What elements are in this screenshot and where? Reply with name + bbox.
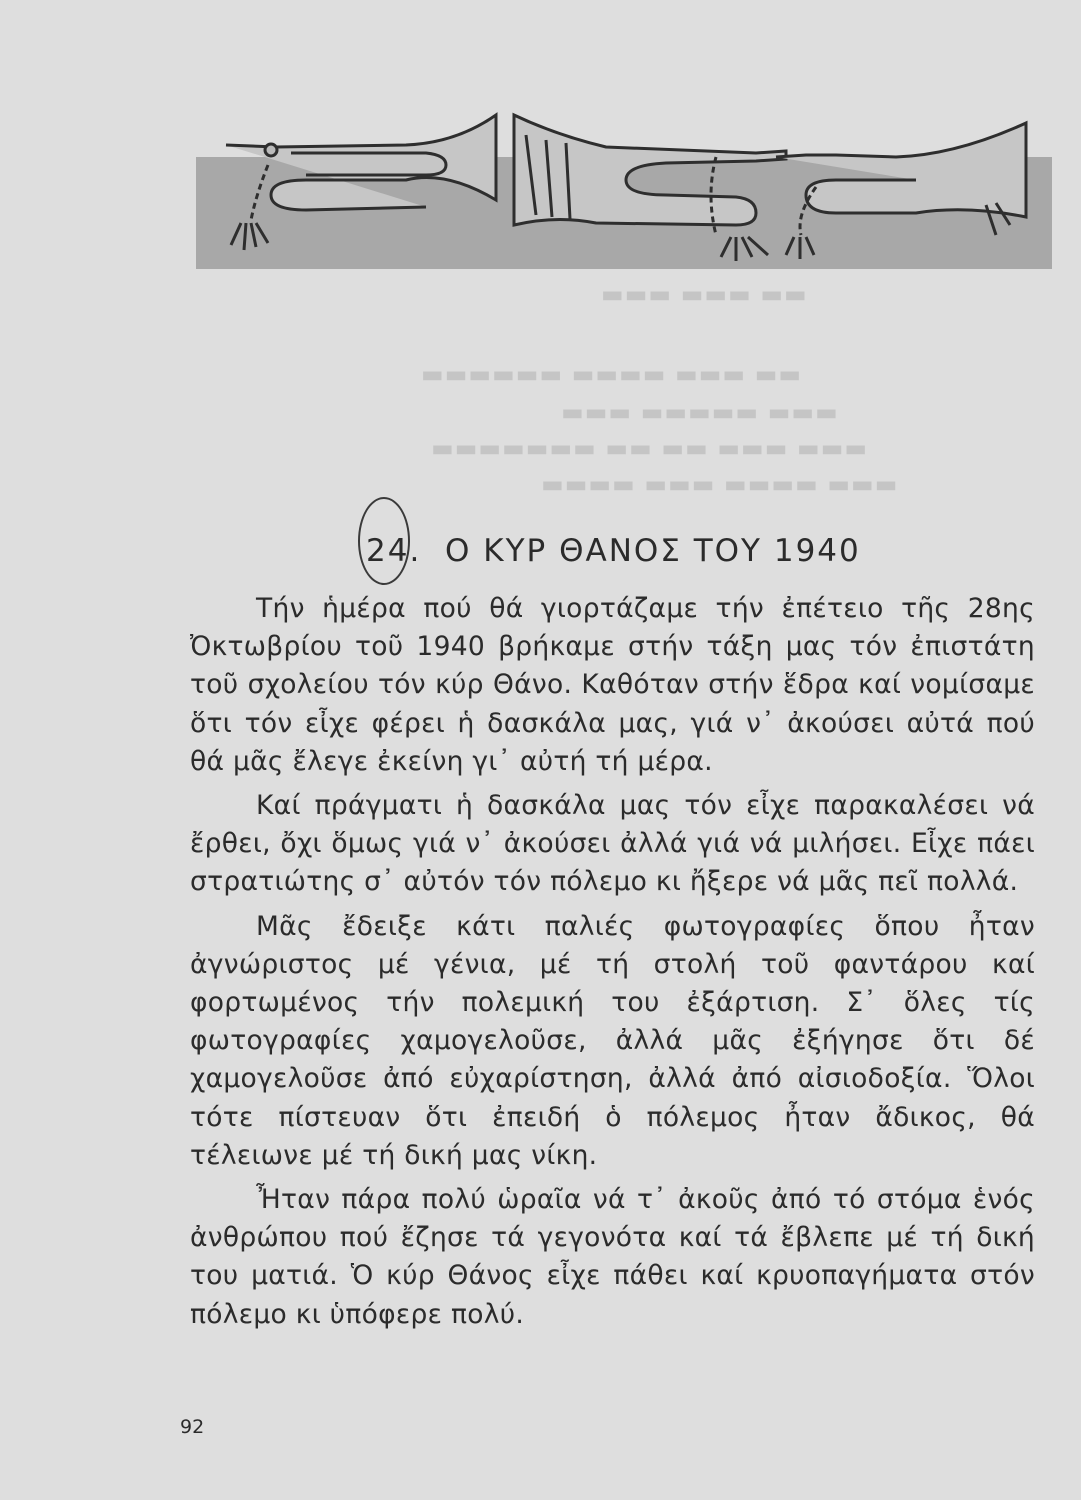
bleed-through: ▬▬ ▬▬▬ ▬▬▬▬ ▬▬▬▬▬▬ xyxy=(420,360,802,388)
bleed-through: ▬▬▬ ▬▬▬▬ ▬▬▬ ▬▬▬▬ xyxy=(540,470,898,498)
chapter-body xyxy=(190,590,1035,1340)
number-circle-mark xyxy=(358,497,410,585)
bleed-through: ▬▬▬ ▬▬▬▬▬ ▬▬▬ xyxy=(560,398,838,426)
paragraph: Τήν ἡμέρα πού θά γιορτάζαμε τήν ἐπέτειο τῆς 28ης Ὀκτωβρίου τοῦ 1940 βρήκαμε στήν τάξη μας τόν ἐπιστάτη τοῦ σχολείου τόν κύρ Θάνο. Καθόταν στήν ἕδρα καί νομίσαμε ὅτι τόν εἶχε φέρει ἡ δασκάλα μας, γιά ν᾽ ἀκούσει αὐτά πού θά μᾶς ἔλεγε ἐκείνη γι᾽ αὐτή τή μέρα. xyxy=(190,593,1035,777)
paragraph: Ἦταν πάρα πολύ ὡραῖα νά τ᾽ ἀκοῦς ἀπό τό στόμα ἑνός ἀνθρώπου πού ἔζησε τά γεγονότα καί τά ἔβλεπε μέ τή δική του ματιά. Ὁ κύρ Θάνος εἶχε πάθει καί κρυοπαγήματα στόν πόλεμο κι ὑπόφερε πολύ. xyxy=(190,1184,1035,1330)
chapter-heading: 24. Ο ΚΥΡ ΘΑΝΟΣ ΤΟΥ 1940 xyxy=(366,533,886,569)
chapter-number: 24 xyxy=(366,533,410,569)
page-number: 92 xyxy=(180,1416,205,1438)
bugles-illustration xyxy=(196,95,1056,275)
paragraph: Καί πράγματι ἡ δασκάλα μας τόν εἶχε παρακαλέσει νά ἔρθει, ὄχι ὅμως γιά ν᾽ ἀκούσει ἀλλά γιά νά μιλήσει. Εἶχε πάει στρατιώτης σ᾽ αὐτόν τόν πόλεμο κι ἤξερε νά μᾶς πεῖ πολλά. xyxy=(190,790,1035,898)
bleed-through: ▬▬▬ ▬▬▬ ▬▬ ▬▬ ▬▬▬▬▬▬▬ xyxy=(430,434,868,462)
bleed-through: ▬▬ ▬▬▬ ▬▬▬ xyxy=(600,280,807,308)
chapter-title: Ο ΚΥΡ ΘΑΝΟΣ ΤΟΥ 1940 xyxy=(445,533,861,569)
paragraph: Μᾶς ἔδειξε κάτι παλιές φωτογραφίες ὅπου ἦταν ἀγνώριστος μέ γένια, μέ τή στολή τοῦ φαντάρου καί φορτωμένος τήν πολεμική του ἐξάρτιση. Σ᾽ ὅλες τίς φωτογραφίες χαμογελοῦσε, ἀλλά μᾶς ἐξήγησε ὅτι δέ χαμογελοῦσε ἀπό εὐχαρίστηση, ἀλλά ἀπό αἰσιοδοξία. Ὅλοι τότε πίστευαν ὅτι ἐπειδή ὁ πόλεμος ἦταν ἄδικος, θά τέλειωνε μέ τή δική μας νίκη. xyxy=(190,910,1035,1171)
